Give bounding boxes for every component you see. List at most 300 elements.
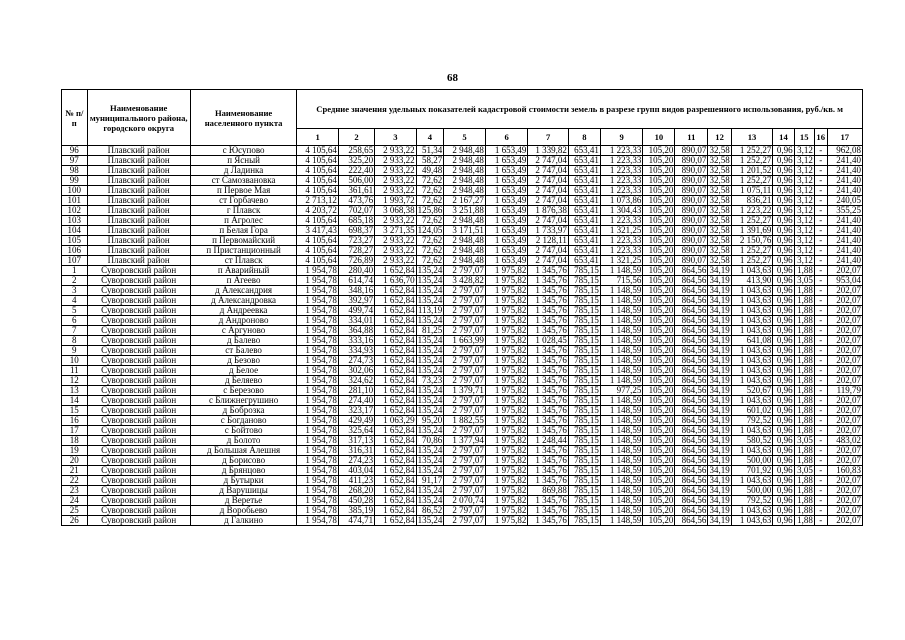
- cell-group-12: 34,19: [709, 335, 730, 345]
- cell-group-5: 2 797,07: [444, 306, 486, 316]
- cell-group-10: 105,20: [643, 416, 675, 426]
- cell-group-7: 1 345,76: [528, 466, 568, 476]
- cell-group-2: 403,04: [338, 466, 374, 476]
- cell-region: Суворовский район: [87, 506, 190, 516]
- cell-group-17: 202,07: [827, 516, 862, 526]
- cell-group-13: 1 043,63: [731, 306, 773, 316]
- cell-group-15: 3,12: [794, 146, 814, 156]
- table-row: [62, 306, 863, 316]
- cell-group-17: 202,07: [827, 266, 862, 276]
- cell-group-14: 0,96: [773, 426, 794, 436]
- cell-group-3: 2 933,22: [375, 186, 417, 196]
- cell-group-3: 1 652,84: [375, 396, 417, 406]
- cell-group-11: 864,56: [675, 376, 708, 386]
- cell-group-9: 1 321,25: [600, 226, 643, 236]
- cell-group-4: 70,86: [416, 436, 444, 446]
- cell-group-7: 1 345,76: [528, 476, 568, 486]
- cell-group-12: 34,19: [709, 385, 730, 395]
- cell-group-3: 1 652,84: [375, 436, 417, 446]
- cell-group-6: 1 653,49: [485, 216, 528, 226]
- cell-settlement: п Аварийный: [190, 266, 297, 276]
- cell-group-5: 2 797,07: [444, 486, 486, 496]
- cell-group-16: -: [814, 236, 827, 246]
- cell-group-14: 0,96: [773, 396, 794, 406]
- table-row: [62, 246, 863, 256]
- cell-row-number: 107: [62, 256, 88, 266]
- cell-group-9: 715,56: [600, 276, 643, 286]
- cell-group-17: 240,05: [827, 196, 862, 206]
- table-row: [62, 486, 863, 496]
- cell-group-12: 34,19: [709, 275, 730, 285]
- cell-group-15: 1,88: [794, 416, 814, 426]
- cell-group-2: 316,31: [338, 446, 374, 456]
- cell-group-14: 0,96: [773, 476, 794, 486]
- cell-group-2: 429,49: [338, 416, 374, 426]
- cell-group-11: 890,07: [675, 216, 708, 226]
- cell-group-5: 2 797,07: [444, 446, 486, 456]
- table-row: [62, 326, 863, 336]
- cell-group-3: 2 933,22: [375, 176, 417, 186]
- cell-group-17: 202,07: [827, 426, 862, 436]
- cell-group-13: 1 043,63: [731, 366, 773, 376]
- cell-group-14: 0,96: [773, 366, 794, 376]
- cell-group-4: 72,62: [416, 186, 444, 196]
- cell-group-16: -: [814, 436, 827, 446]
- header-group-14: 14: [773, 129, 794, 146]
- cell-group-3: 2 933,22: [375, 146, 417, 156]
- cell-group-14: 0,96: [773, 516, 794, 526]
- header-group-1: 1: [297, 129, 339, 146]
- cell-group-13: 1 252,27: [731, 176, 773, 186]
- cell-region: Плавский район: [87, 196, 190, 206]
- header-col-region: Наименование муниципального района, городского округа: [87, 90, 190, 146]
- cell-group-16: -: [814, 376, 827, 386]
- cell-group-8: 785,15: [568, 296, 600, 306]
- cell-row-number: 18: [62, 436, 88, 446]
- cell-group-1: 4 105,64: [297, 176, 339, 186]
- cell-group-16: -: [814, 246, 827, 256]
- cell-group-1: 1 954,78: [297, 416, 339, 426]
- cell-group-10: 105,20: [643, 446, 675, 456]
- cell-group-12: 34,19: [709, 295, 730, 305]
- cell-group-3: 1 652,84: [375, 486, 417, 496]
- cell-group-12: 32,58: [709, 145, 730, 155]
- cell-group-2: 385,19: [338, 506, 374, 516]
- cell-group-2: 333,16: [338, 336, 374, 346]
- table-row: [62, 446, 863, 456]
- cell-group-8: 653,41: [568, 206, 600, 216]
- cell-group-17: 241,40: [827, 256, 862, 266]
- cell-group-4: 113,19: [417, 305, 443, 315]
- cell-group-15: 3,05: [794, 436, 814, 446]
- header-col-settlement: Наименование населенного пункта: [190, 90, 297, 146]
- cell-group-13: 520,67: [731, 386, 773, 396]
- cell-group-4: 72,62: [416, 256, 444, 266]
- cell-group-11: 864,56: [675, 506, 708, 516]
- cell-group-9: 1 223,33: [600, 186, 643, 196]
- header-group-15: 15: [794, 129, 814, 146]
- cell-group-8: 653,41: [568, 256, 600, 266]
- cell-group-8: 785,15: [568, 376, 600, 386]
- cell-group-4: 125,86: [417, 205, 443, 215]
- cell-group-1: 1 954,78: [297, 266, 339, 276]
- cell-group-10: 105,20: [643, 426, 675, 436]
- cell-group-17: 202,07: [827, 356, 862, 366]
- cell-group-16: -: [814, 426, 827, 436]
- cell-group-10: 105,20: [643, 306, 675, 316]
- cell-group-13: 1 075,11: [731, 186, 773, 196]
- cell-group-5: 2 948,48: [444, 246, 486, 256]
- cell-group-3: 2 933,22: [375, 236, 417, 246]
- cell-group-9: 1 148,59: [600, 436, 643, 446]
- cell-group-5: 2 797,07: [444, 296, 486, 306]
- cell-group-1: 1 954,78: [297, 496, 339, 506]
- cell-row-number: 3: [62, 286, 88, 296]
- cell-group-13: 1 252,27: [731, 146, 773, 156]
- cell-group-11: 890,07: [675, 256, 708, 266]
- table-row: [62, 396, 863, 406]
- cell-region: Плавский район: [87, 146, 190, 156]
- cell-group-6: 1 975,82: [485, 436, 528, 446]
- cell-settlement: ст Балево: [190, 346, 297, 356]
- cell-row-number: 15: [62, 406, 88, 416]
- cell-group-10: 105,20: [643, 436, 675, 446]
- cell-group-10: 105,20: [643, 476, 675, 486]
- cell-group-17: 962,08: [827, 146, 862, 156]
- cell-group-11: 864,56: [675, 476, 708, 486]
- cell-group-17: 355,25: [827, 206, 862, 216]
- cell-group-10: 105,20: [643, 336, 675, 346]
- cell-group-7: 1 345,76: [528, 406, 568, 416]
- cell-region: Суворовский район: [87, 326, 190, 336]
- cell-group-11: 864,56: [675, 496, 708, 506]
- cell-group-9: 1 223,33: [600, 156, 643, 166]
- cell-group-5: 2 167,27: [444, 196, 486, 206]
- cell-group-8: 785,15: [568, 426, 600, 436]
- cell-group-5: 2 797,07: [444, 366, 486, 376]
- cell-group-3: 1 652,84: [375, 506, 417, 516]
- cell-group-16: -: [814, 386, 827, 396]
- cell-group-16: -: [814, 336, 827, 346]
- cell-group-12: 34,19: [709, 305, 730, 315]
- cell-row-number: 2: [62, 276, 88, 286]
- cell-group-11: 864,56: [675, 426, 708, 436]
- cell-settlement: д Андроново: [190, 316, 297, 326]
- cell-group-8: 785,15: [568, 466, 600, 476]
- cell-group-13: 1 043,63: [731, 316, 773, 326]
- cell-group-1: 4 105,64: [297, 236, 339, 246]
- cell-group-12: 34,19: [709, 495, 730, 505]
- cell-group-7: 1 345,76: [528, 426, 568, 436]
- cell-row-number: 102: [62, 206, 88, 216]
- cell-group-13: 1 391,69: [731, 226, 773, 236]
- header-group-12: 12: [708, 129, 731, 146]
- cell-group-3: 1 652,84: [375, 346, 417, 356]
- cell-group-5: 2 948,48: [444, 176, 486, 186]
- cell-group-16: -: [814, 206, 827, 216]
- cell-group-14: 0,96: [773, 296, 794, 306]
- cell-settlement: с Аргуново: [190, 326, 297, 336]
- cell-group-11: 864,56: [675, 396, 708, 406]
- cell-group-13: 701,92: [731, 466, 773, 476]
- cell-group-3: 1 652,84: [375, 456, 417, 466]
- cell-group-14: 0,96: [773, 376, 794, 386]
- cell-group-5: 2 948,48: [444, 236, 486, 246]
- cell-group-1: 1 954,78: [297, 346, 339, 356]
- cell-group-11: 864,56: [675, 436, 708, 446]
- cell-group-1: 1 954,78: [297, 446, 339, 456]
- cell-row-number: 105: [62, 236, 88, 246]
- cell-group-13: 1 043,63: [731, 476, 773, 486]
- cell-settlement: д Александровка: [190, 296, 297, 306]
- cell-group-11: 890,07: [675, 246, 708, 256]
- cell-group-12: 34,19: [709, 445, 730, 455]
- cell-group-17: 202,07: [827, 456, 862, 466]
- cell-group-12: 32,58: [709, 155, 730, 165]
- cell-group-17: 202,07: [827, 286, 862, 296]
- cell-group-5: 2 797,07: [444, 266, 486, 276]
- cell-group-13: 1 223,22: [731, 206, 773, 216]
- cell-settlement: д Безово: [190, 356, 297, 366]
- cell-group-17: 202,07: [827, 346, 862, 356]
- cell-region: Суворовский район: [87, 486, 190, 496]
- cell-settlement: д Брянцово: [190, 466, 297, 476]
- cadastral-value-table: [61, 89, 863, 526]
- cell-group-5: 2 797,07: [444, 466, 486, 476]
- cell-group-14: 0,96: [773, 156, 794, 166]
- cell-group-8: 785,15: [568, 366, 600, 376]
- cell-group-12: 34,19: [709, 415, 730, 425]
- cell-row-number: 97: [62, 156, 88, 166]
- cell-group-11: 864,56: [675, 346, 708, 356]
- cell-group-4: 135,24: [417, 265, 443, 275]
- cell-group-15: 1,88: [794, 306, 814, 316]
- cell-group-9: 977,25: [600, 386, 643, 396]
- cell-group-15: 3,05: [794, 466, 814, 476]
- cell-group-8: 785,15: [568, 406, 600, 416]
- cell-group-6: 1 653,49: [485, 246, 528, 256]
- cell-region: Суворовский район: [87, 286, 190, 296]
- cell-group-2: 317,13: [338, 436, 374, 446]
- cell-region: Суворовский район: [87, 426, 190, 436]
- cell-settlement: д Воробьево: [190, 506, 297, 516]
- cell-group-17: 202,07: [827, 296, 862, 306]
- cell-group-10: 105,20: [643, 496, 675, 506]
- cell-group-6: 1 653,49: [485, 176, 528, 186]
- table-row: [62, 176, 863, 186]
- cell-group-3: 1 063,29: [375, 416, 417, 426]
- cell-group-14: 0,96: [773, 196, 794, 206]
- cell-group-10: 105,20: [643, 216, 675, 226]
- cell-group-1: 4 105,64: [297, 246, 339, 256]
- table-row: [62, 236, 863, 246]
- cell-group-3: 1 652,84: [375, 326, 417, 336]
- cell-group-1: 1 954,78: [297, 316, 339, 326]
- cell-group-12: 32,58: [709, 215, 730, 225]
- cell-group-10: 105,20: [643, 176, 675, 186]
- cell-group-5: 2 797,07: [444, 396, 486, 406]
- cell-group-8: 785,15: [568, 316, 600, 326]
- header-group-17: 17: [827, 129, 862, 146]
- cell-group-3: 1 993,72: [375, 196, 417, 206]
- cell-group-3: 1 652,84: [375, 406, 417, 416]
- cell-group-17: 202,07: [827, 396, 862, 406]
- cell-group-3: 1 652,84: [375, 376, 417, 386]
- cell-settlement: п Первое Мая: [190, 186, 297, 196]
- cell-group-14: 0,96: [773, 506, 794, 516]
- cell-group-10: 105,20: [643, 236, 675, 246]
- cell-group-2: 274,23: [338, 456, 374, 466]
- cell-group-9: 1 148,59: [600, 306, 643, 316]
- cell-group-3: 1 652,84: [375, 446, 417, 456]
- cell-group-11: 864,56: [675, 316, 708, 326]
- cell-group-15: 1,88: [794, 516, 814, 526]
- cell-group-14: 0,96: [773, 186, 794, 196]
- cell-group-14: 0,96: [773, 286, 794, 296]
- cell-group-11: 890,07: [675, 186, 708, 196]
- cell-group-7: 2 747,04: [528, 256, 568, 266]
- cell-group-5: 2 797,07: [444, 376, 486, 386]
- cell-group-5: 1 663,99: [444, 336, 486, 346]
- table-row: [62, 146, 863, 156]
- cell-group-2: 334,01: [338, 316, 374, 326]
- cell-group-10: 105,20: [643, 366, 675, 376]
- cell-settlement: д Ладинка: [190, 166, 297, 176]
- cell-row-number: 13: [62, 386, 88, 396]
- cell-row-number: 101: [62, 196, 88, 206]
- cell-group-11: 864,56: [675, 296, 708, 306]
- cell-group-10: 105,20: [643, 266, 675, 276]
- cell-group-11: 864,56: [675, 386, 708, 396]
- cell-region: Суворовский район: [87, 436, 190, 446]
- cell-settlement: д Большая Алешня: [190, 446, 297, 456]
- cell-group-14: 0,96: [773, 146, 794, 156]
- cell-group-16: -: [814, 186, 827, 196]
- cell-group-7: 2 128,11: [528, 236, 568, 246]
- cell-group-17: 202,07: [827, 446, 862, 456]
- cell-settlement: д Александрия: [190, 286, 297, 296]
- cell-group-5: 3 428,82: [444, 276, 486, 286]
- cell-group-16: -: [814, 496, 827, 506]
- cell-settlement: ст Плавск: [190, 256, 297, 266]
- cell-group-12: 34,19: [709, 285, 730, 295]
- cell-group-12: 32,58: [709, 255, 730, 265]
- cell-group-2: 222,40: [338, 166, 374, 176]
- table-row: [62, 196, 863, 206]
- cell-group-13: 2 150,76: [731, 236, 773, 246]
- cell-group-8: 785,15: [568, 386, 600, 396]
- cell-group-11: 890,07: [675, 166, 708, 176]
- cell-group-3: 2 933,22: [375, 216, 417, 226]
- cell-group-1: 1 954,78: [297, 296, 339, 306]
- cell-region: Суворовский район: [87, 496, 190, 506]
- cell-group-16: -: [814, 176, 827, 186]
- cell-row-number: 12: [62, 376, 88, 386]
- cell-group-2: 728,27: [338, 246, 374, 256]
- cell-group-12: 34,19: [709, 465, 730, 475]
- cell-group-11: 890,07: [675, 176, 708, 186]
- cell-region: Суворовский район: [87, 346, 190, 356]
- cell-group-7: 1 345,76: [528, 516, 568, 526]
- cell-group-9: 1 148,59: [600, 476, 643, 486]
- cell-group-3: 2 933,22: [375, 156, 417, 166]
- cell-group-13: 836,21: [731, 196, 773, 206]
- cell-row-number: 26: [62, 516, 88, 526]
- cell-group-5: 3 171,51: [444, 226, 486, 236]
- cell-group-12: 34,19: [709, 425, 730, 435]
- cell-group-3: 1 652,84: [375, 476, 417, 486]
- cell-group-6: 1 975,82: [485, 396, 528, 406]
- table-row: [62, 366, 863, 376]
- cell-group-3: 1 652,84: [375, 336, 417, 346]
- cell-settlement: д Беляево: [190, 376, 297, 386]
- cell-group-5: 1 882,55: [444, 416, 486, 426]
- cell-group-16: -: [814, 346, 827, 356]
- cell-group-12: 34,19: [709, 505, 730, 515]
- cell-group-15: 3,12: [794, 156, 814, 166]
- cell-group-5: 3 251,88: [444, 206, 486, 216]
- cell-group-5: 2 797,07: [444, 316, 486, 326]
- cell-group-5: 2 948,48: [444, 216, 486, 226]
- table-row: [62, 226, 863, 236]
- cell-group-13: 641,08: [731, 336, 773, 346]
- cell-row-number: 100: [62, 186, 88, 196]
- table-row: [62, 436, 863, 446]
- cell-group-2: 280,40: [338, 266, 374, 276]
- cell-group-14: 0,96: [773, 236, 794, 246]
- cell-group-14: 0,96: [773, 356, 794, 366]
- cell-group-4: 135,24: [417, 465, 443, 475]
- cell-group-6: 1 975,82: [485, 496, 528, 506]
- cell-settlement: д Андреевка: [190, 306, 297, 316]
- cell-group-10: 105,20: [643, 456, 675, 466]
- cell-group-2: 361,61: [338, 186, 374, 196]
- cell-group-6: 1 975,82: [485, 456, 528, 466]
- cell-group-4: 124,05: [417, 225, 443, 235]
- cell-region: Плавский район: [87, 166, 190, 176]
- cell-group-9: 1 148,59: [600, 516, 643, 526]
- cell-group-8: 653,41: [568, 236, 600, 246]
- cell-group-16: -: [814, 166, 827, 176]
- cell-group-1: 1 954,78: [297, 516, 339, 526]
- cell-group-2: 411,23: [338, 476, 374, 486]
- cell-group-13: 1 252,27: [731, 246, 773, 256]
- cell-group-9: 1 148,59: [600, 326, 643, 336]
- cell-group-13: 500,00: [731, 456, 773, 466]
- cell-group-4: 135,24: [417, 385, 443, 395]
- table-row: [62, 216, 863, 226]
- cell-region: Плавский район: [87, 216, 190, 226]
- cell-group-3: 1 652,84: [375, 426, 417, 436]
- cell-group-14: 0,96: [773, 496, 794, 506]
- cell-row-number: 23: [62, 486, 88, 496]
- cell-group-10: 105,20: [643, 186, 675, 196]
- cell-group-6: 1 653,49: [485, 156, 528, 166]
- cell-region: Плавский район: [87, 256, 190, 266]
- cell-group-17: 241,40: [827, 216, 862, 226]
- cell-row-number: 11: [62, 366, 88, 376]
- cell-group-6: 1 975,82: [485, 326, 528, 336]
- cell-region: Суворовский район: [87, 376, 190, 386]
- cell-group-5: 2 070,74: [444, 496, 486, 506]
- cell-group-2: 726,89: [338, 256, 374, 266]
- cell-group-6: 1 653,49: [485, 206, 528, 216]
- cell-group-1: 1 954,78: [297, 396, 339, 406]
- cell-group-15: 1,88: [794, 296, 814, 306]
- cell-group-16: -: [814, 516, 827, 526]
- cell-group-6: 1 975,82: [485, 296, 528, 306]
- cell-group-7: 2 747,04: [528, 196, 568, 206]
